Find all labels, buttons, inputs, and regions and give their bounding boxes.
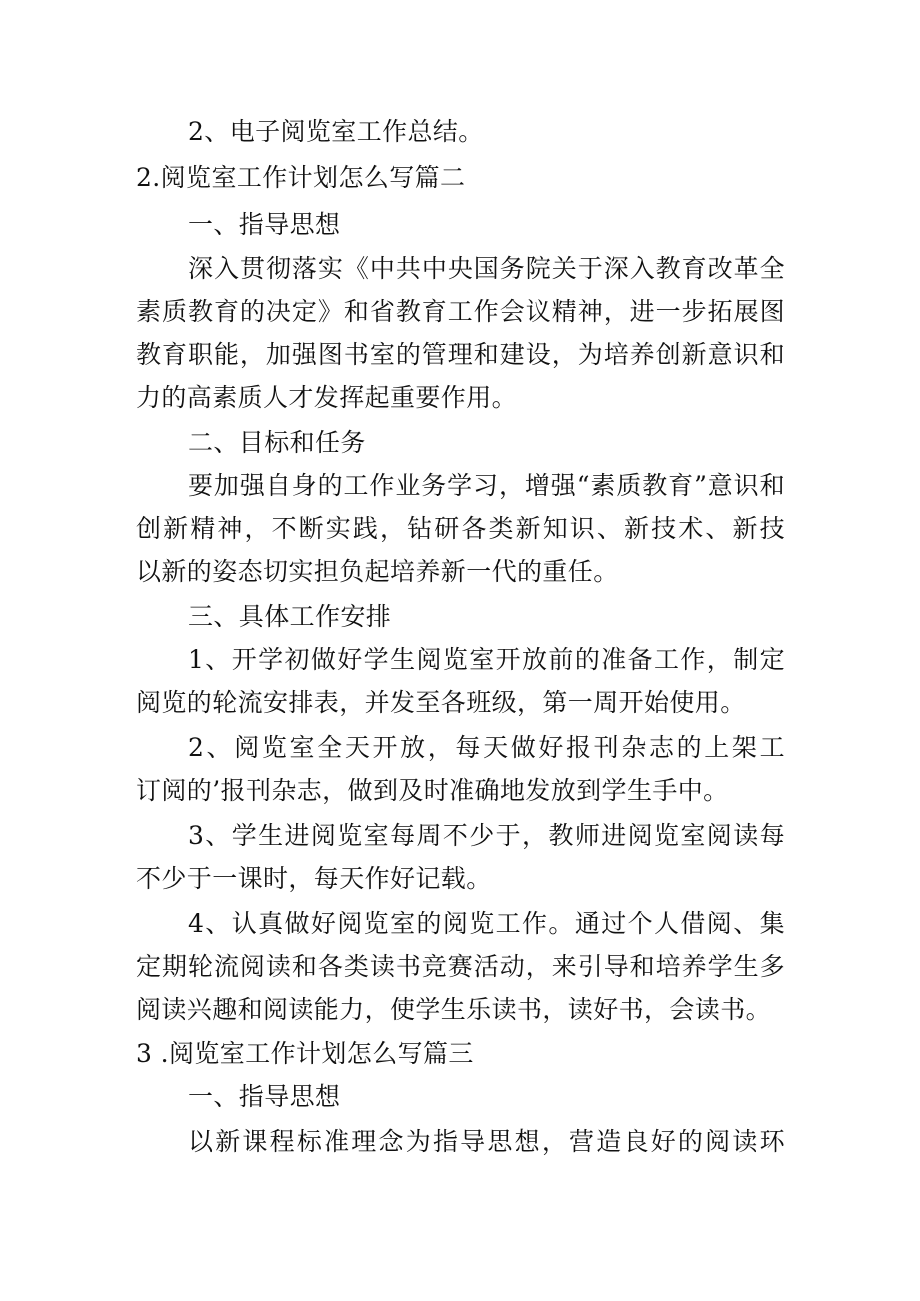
paragraph-line: 教育职能，加强图书室的管理和建设，为培养创新意识和 [136,340,785,369]
paragraph-line: 以新的姿态切实担负起培养新一代的重任。 [136,557,619,586]
list-item-line: 1、开学初做好学生阅览室开放前的准备工作，制定 [188,645,785,674]
list-item-line: 阅读兴趣和阅读能力，使学生乐读书，读好书，会读书。 [136,995,772,1024]
subheading-guiding-ideology-2: 一、指导思想 [188,1082,341,1111]
paragraph-line: 力的高素质人才发挥起重要作用。 [136,383,518,412]
list-item-line: 2、阅览室全天开放，每天做好报刊杂志的上架工 [188,733,785,762]
paragraph-line: 深入贯彻落实《中共中央国务院关于深入教育改革全 [188,254,785,283]
paragraph-line: 以新课程标准理念为指导思想，营造良好的阅读环 [188,1127,785,1156]
list-item-line: 定期轮流阅读和各类读书竞赛活动，来引导和培养学生多 [136,952,785,981]
list-item-line: 阅览的轮流安排表，并发至各班级，第一周开始使用。 [136,688,746,717]
list-item-line: 4、认真做好阅览室的阅览工作。通过个人借阅、集 [188,909,785,938]
paragraph-line: 创新精神，不断实践，钻研各类新知识、新技术、新技 [136,514,785,543]
section-heading-part-two: 2.阅览室工作计划怎么写篇二 [136,163,466,192]
paragraph-line: 要加强自身的工作业务学习，增强“素质教育”意识和 [188,471,785,500]
list-item-line: 订阅的’报刊杂志，做到及时准确地发放到学生手中。 [136,776,729,805]
list-item-e-reading-summary: 2、电子阅览室工作总结。 [188,117,484,146]
subheading-goals-tasks: 二、目标和任务 [188,428,366,457]
section-heading-part-three: 3 .阅览室工作计划怎么写篇三 [136,1039,474,1068]
subheading-guiding-ideology: 一、指导思想 [188,210,341,239]
subheading-work-arrangement: 三、具体工作安排 [188,602,392,631]
list-item-line: 不少于一课时，每天作好记载。 [136,864,492,893]
paragraph-line: 素质教育的决定》和省教育工作会议精神，进一步拓展图 [136,297,785,326]
list-item-line: 3、学生进阅览室每周不少于，教师进阅览室阅读每 [188,821,785,850]
